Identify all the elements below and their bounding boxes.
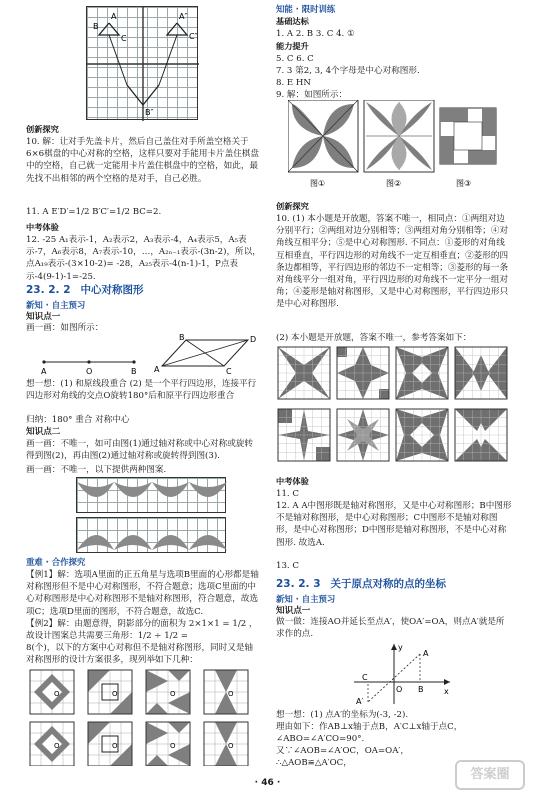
axis-y: y — [398, 643, 403, 652]
label-B2: B″ — [145, 108, 154, 117]
answer-12-right: 12. A A中图形既是轴对称图形，又是中心对称图形；B中图形不是轴对称图形，是中心对称图形；C中图形不是轴对称图形，是中心对称图形；D中图形是轴对称图形，不是中心对称图形. 故选A. — [276, 501, 512, 548]
answer-7: 7. 3 第2, 3, 4个字母是中心对称图形. — [276, 66, 420, 76]
star-pattern — [278, 347, 330, 399]
draw-2: 画一画：不唯一，如可由图(1)通过轴对称或中心对称或旋转得到图(2)，再由图(2)通过轴对称或旋转得到图(3). — [26, 439, 254, 462]
draw-3: 画一画：不唯一，以下提供两种图案. — [26, 465, 167, 475]
heading-xinzhi-2: 新知 · 自主预习 — [276, 594, 336, 604]
tile-designs — [26, 668, 261, 766]
draw-1: 画一画：如图所示： — [26, 323, 104, 333]
fig9-label-1: 图① — [310, 179, 326, 188]
tile-design — [204, 670, 248, 714]
pt-A2: A′ — [356, 697, 364, 706]
heading-zhongkao-2: 中考体验 — [276, 476, 309, 486]
petal-row-2 — [76, 517, 226, 553]
star-pattern — [337, 409, 389, 461]
label-B: B — [93, 22, 99, 31]
heading-zhongnan: 重难 · 合作探究 — [26, 557, 86, 567]
star-pattern — [455, 409, 507, 461]
page-number: · 46 · — [254, 778, 281, 788]
svg-text:O: O — [54, 742, 60, 750]
section-number: 23. 2. 2 — [26, 284, 71, 296]
seg-label-A: A — [41, 367, 47, 376]
tile-design — [30, 670, 74, 714]
star-pattern — [455, 347, 507, 399]
answer-10-right: 10. (1) 本小题是开放题，答案不唯一，相同点：①两组对边分别平行；②两组对边分别相等；③两组对角分别相等；④对角线互相平分；⑤是中心对称图形. 不同点：①菱形的对角线互相垂直，平行四边形的对角线不一定互相垂直；②菱形的四条边都相等，平行四边形的邻边不一定相等；③菱形的每一条对角线平分一组对角，平行四边形的对角线不一定平分一组对角；④菱形是轴对称图形，又是中心对称图形，平行四边形只是中心对称图形. — [276, 214, 509, 310]
par-label-B: B — [179, 333, 185, 342]
rotation-figure-svg — [87, 7, 199, 121]
answer-5-6: 5. C 6. C — [276, 54, 314, 64]
fig9-label-2: 图② — [386, 179, 402, 188]
answer-13-right: 13. C — [276, 561, 299, 571]
heading-chuangxin: 创新探究 — [26, 124, 59, 134]
watermark-logo: 答案圈 — [455, 760, 525, 790]
svg-text:O: O — [228, 690, 234, 698]
answer-12: 12. -25 A₁表示-1，A₂表示2，A₃表示-4，A₄表示5，A₅表示-7，A₆表示8，A₇表示-10，…，A₂ₙ₋₁表示-(3n-2)，所以，点A₁₉表示-(3×10-2)= -28，A₂₅表示-4(n-1)-1，P点表示-4(9-1)-1=-25. — [26, 235, 261, 282]
tile-design — [146, 722, 190, 766]
svg-text:O: O — [170, 742, 176, 750]
tile-designs-svg — [26, 668, 261, 766]
fig9-2 — [364, 100, 434, 172]
fig9-1 — [288, 100, 358, 172]
heading-zhineng: 知能 · 限时训练 — [276, 4, 336, 14]
section-title-23-2-3 — [276, 577, 512, 592]
label-C2: C″ — [189, 32, 198, 41]
summary: 归纳：180° 重合 对称中心 — [26, 415, 130, 425]
pt-A: A — [423, 649, 429, 658]
answer-10: 10. 解：让对手先盖卡片，然后自己盖住对手所盖空格关于6×6棋盘的中心对称的空格，这样只要对手能用卡片盖住棋盘中的空格，自己就一定能用卡片盖住棋盘中的空格，如此，最先找不出相邻的两个空格的是对手，自己必胜。 — [26, 137, 259, 184]
star-patterns-svg — [276, 345, 512, 473]
pt-C: C — [362, 673, 368, 682]
knowledge-point-1: 知识点一 — [26, 312, 61, 322]
svg-text:O: O — [112, 742, 118, 750]
star-pattern — [278, 409, 330, 461]
tile-design — [30, 722, 74, 766]
answer-11: 11. A E′D′=1/2 B′C′=1/2 BC=2. — [26, 207, 162, 217]
pt-B: B — [418, 685, 424, 694]
pt-O: O — [396, 685, 403, 694]
section-number-2: 23. 2. 3 — [276, 578, 321, 590]
star-pattern — [337, 347, 389, 399]
figure-9-svg — [288, 100, 503, 196]
fig9-3 — [440, 108, 496, 164]
label-C: C — [121, 34, 127, 43]
think-1: 想一想：(1) 和原线段重合 (2) 是一个平行四边形，连接平行四边形对角线的交点O旋转180°后和原平行四边形重合 — [26, 379, 257, 402]
par-label-A: A — [154, 365, 160, 374]
svg-text:O: O — [228, 742, 234, 750]
tile-design — [88, 670, 132, 714]
answer-10-part-2: (2) 本小题是开放题，答案不唯一，参考答案如下： — [276, 333, 472, 343]
tile-design — [146, 670, 190, 714]
seg-label-B: B — [131, 367, 137, 376]
rotation-grid-figure — [86, 6, 198, 120]
example-1: 【例1】解：选项A里面的正五角星与选项B里面的心形都是轴对称图形但不是中心对称图形，不符合题意；选项C里面的中心对称图形是中心对称图形不是轴对称图形，符合题意，故选项C；选项D里面的图形，不符合题意，故选C. — [26, 570, 259, 617]
example-2a: 【例2】解：由题意得，阴影部分的面积为 2×1×1 = 1/2 ，故设计图案总共需要三角形：1/2 ÷ 1/2 = — [26, 619, 258, 642]
par-label-C: C — [226, 367, 232, 376]
svg-text:O: O — [170, 690, 176, 698]
seg-label-O: O — [86, 367, 93, 376]
section-name-2: 关于原点对称的点的坐标 — [330, 578, 447, 590]
therefore: ∴△AOB≌△A′OC， — [276, 758, 352, 768]
petal-pattern-figure — [76, 477, 226, 553]
knowledge-point-1-right: 知识点一 — [276, 606, 311, 616]
star-pattern — [396, 409, 448, 461]
heading-xinzhi: 新知 · 自主预习 — [26, 300, 86, 310]
coordinate-figure — [346, 640, 456, 706]
heading-zhongkao: 中考体验 — [26, 222, 59, 232]
segment-parallelogram-figure — [26, 332, 261, 376]
moreover: 又∵∠AOB=∠A′OC，OA=OA′， — [276, 746, 409, 756]
label-A: A — [111, 12, 117, 21]
example-2b: 8(个)，以下的方案中心对称但不是轴对称图形，同时又是轴对称图形的设计方案很多，现列举如下几种： — [26, 643, 254, 666]
fig9-label-3: 图③ — [456, 179, 472, 188]
tile-design — [204, 722, 248, 766]
answer-9: 9. 解：如图所示： — [276, 90, 348, 100]
axis-x: x — [444, 687, 449, 696]
answer-11-right: 11. C — [276, 489, 299, 499]
svg-text:O: O — [54, 690, 60, 698]
star-pattern — [396, 347, 448, 399]
reason: 理由如下：作AB⊥x轴于点B，A′C⊥x轴于点C，∠ABO=∠A′CO=90°. — [276, 722, 463, 745]
svg-text:O: O — [112, 690, 118, 698]
par-label-D: D — [250, 335, 257, 344]
heading-jichu: 基础达标 — [276, 16, 309, 26]
think-right: 想一想：(1) 点A′的坐标为(-3, -2). — [276, 710, 409, 720]
petal-row-1 — [76, 477, 226, 513]
tile-design — [88, 722, 132, 766]
section-title-23-2-2 — [26, 283, 261, 298]
heading-chuangxin-2: 创新探究 — [276, 201, 309, 211]
label-A2: A″ — [179, 12, 188, 21]
do-it: 做一做：连接AO并延长至点A′，使OA′=OA，则点A′就是所求作的点. — [276, 617, 505, 640]
answer-1-4: 1. A 2. B 3. C 4. ① — [276, 29, 355, 39]
answer-8: 8. E HN — [276, 78, 311, 88]
section-name: 中心对称图形 — [80, 284, 144, 296]
heading-tisheng: 能力提升 — [276, 41, 309, 51]
knowledge-point-2: 知识点二 — [26, 427, 61, 437]
